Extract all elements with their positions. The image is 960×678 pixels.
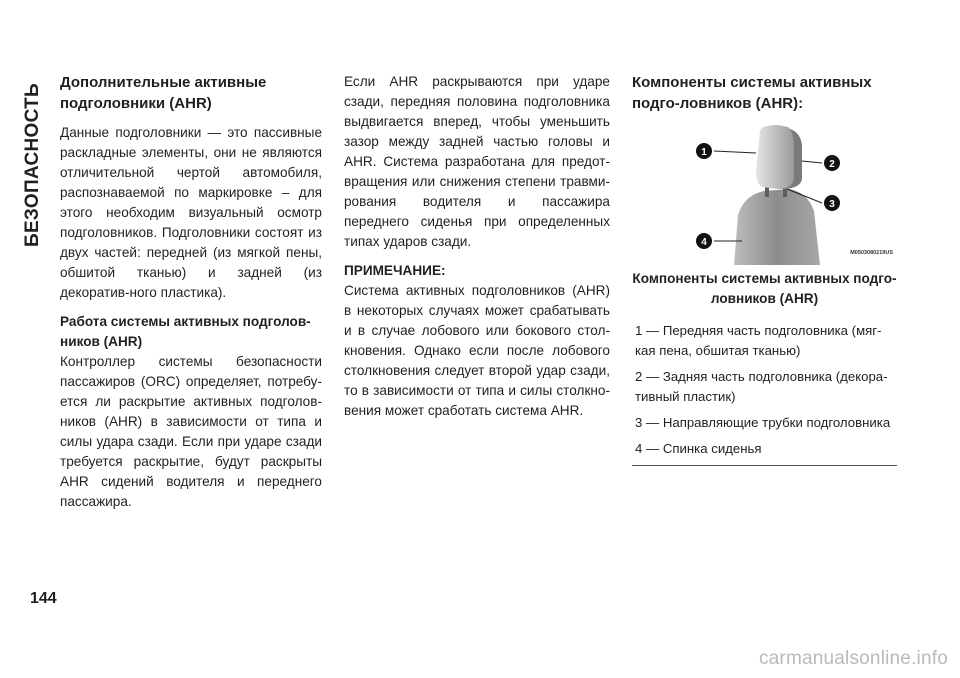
column-middle (344, 72, 610, 430)
column-right (632, 72, 897, 466)
legend-item: 1 — Передняя часть подголовника (мяг-кая пена, обшитая тканью) (635, 323, 882, 358)
headrest-front-shape (756, 125, 794, 189)
column-left (60, 72, 322, 521)
ahr-deploy-paragraph: Если AHR раскрываются при ударе сзади, передняя половина подголовника выдвигается вперед, чтобы уменьшить зазор между задней частью головы и AHR. Система разработана для предот-вращения или снижения степени травми-рования водителя и пассажира переднего сиденья при определенных типах ударов сзади. (344, 74, 610, 249)
components-legend (635, 321, 897, 459)
callout-4-label: 4 (701, 237, 707, 248)
legend-item: 4 — Спинка сиденья (635, 441, 762, 456)
components-heading: Компоненты системы активных подго-ловников (AHR): (632, 74, 872, 112)
section-side-tab-label: БЕЗОПАСНОСТЬ (22, 83, 43, 247)
ahr-heading: Дополнительные активные подголовники (AHR) (60, 74, 267, 112)
legend-item: 2 — Задняя часть подголовника (декора-тивный пластик) (635, 369, 888, 404)
watermark: carmanualsonline.info (758, 648, 948, 669)
note-paragraph: Система активных подголовников (AHR) в некоторых случаях может срабатывать и в случае лобового или бокового стол-кновения. Однако если после лобового столкновения следует второй удар сзади, то в зависимости от типа и силы столкно-вения может сработать система AHR. (344, 283, 610, 418)
legend-divider (632, 465, 897, 466)
note-title: ПРИМЕЧАНИЕ: (344, 263, 446, 278)
callout-2-label: 2 (829, 159, 835, 170)
section-side-tab (18, 70, 48, 260)
seat-back-shape (734, 189, 820, 265)
ahr-intro-paragraph: Данные подголовники — это пассивные раскладные элементы, они не являются отличительной чертой автомобиля, распознаваемой по маркировке – для этого необходим визуальный осмотр подголовников. Подголовники состоят из двух частей: передней (из мягкой пены, обшитой тканью) и задней (из декоратив-ного пластика). (60, 125, 322, 300)
page-number: 144 (30, 590, 57, 607)
figure-code: M0503080219US (850, 250, 893, 256)
figure-caption: Компоненты системы активных подго-ловников (AHR) (632, 271, 897, 306)
legend-item: 3 — Направляющие трубки подголовника (635, 415, 891, 430)
ahr-operation-paragraph: Контроллер системы безопасности пассажиров (ORC) определяет, потребу-ется ли раскрытие активных подголов-ников (AHR) в зависимости от типа и силы удара сзади. Если при ударе сзади требуется раскрытие, будут раскрыты AHR сидений водителя и переднего пассажира. (60, 354, 322, 509)
headrest-figure (632, 123, 897, 265)
callout-1-label: 1 (701, 147, 707, 158)
ahr-operation-heading: Работа системы активных подголов-ников (AHR) (60, 314, 311, 349)
callout-3-label: 3 (829, 199, 835, 210)
